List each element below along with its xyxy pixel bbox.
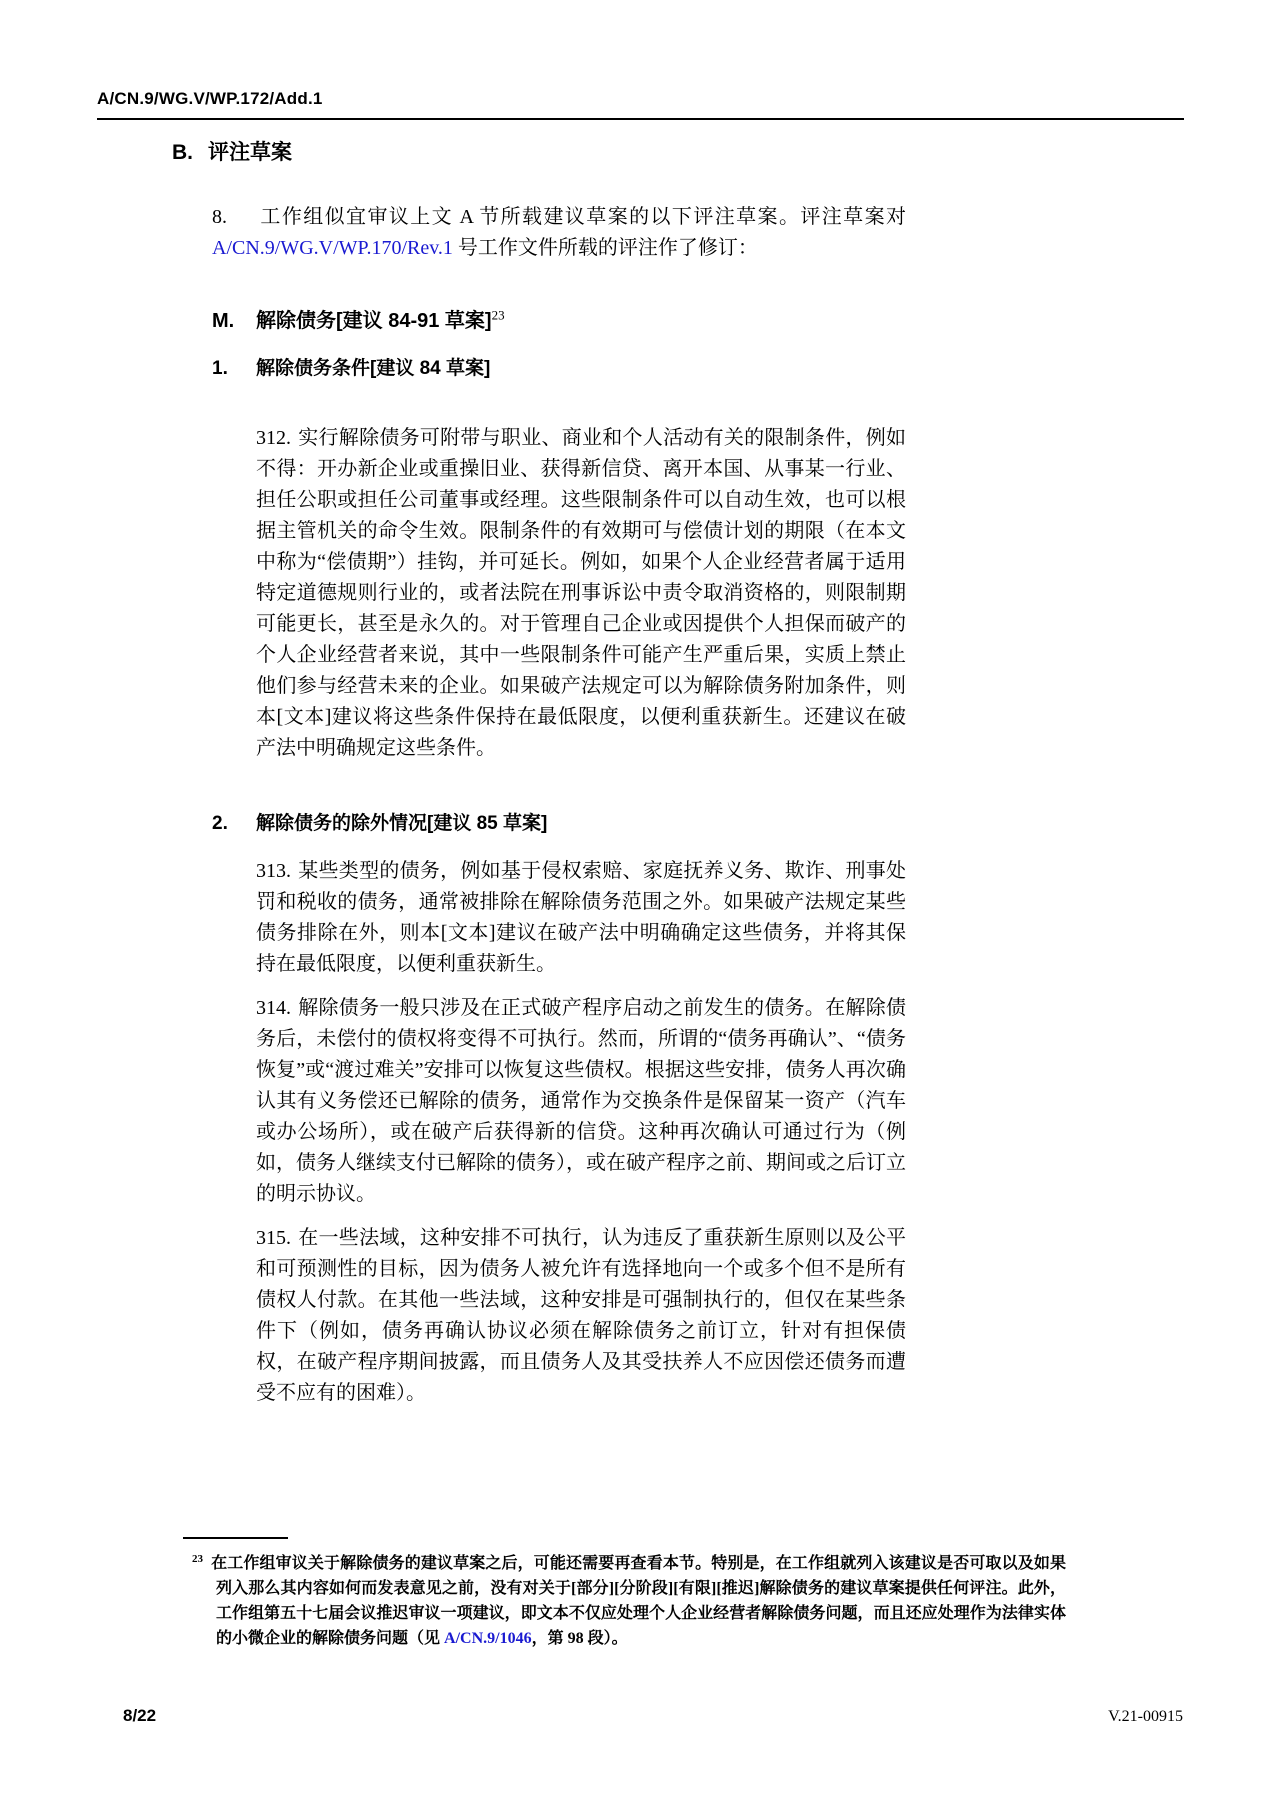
- footnote-23: [192, 1551, 1066, 1651]
- paragraph-text: 在一些法域，这种安排不可执行，认为违反了重获新生原则以及公平和可预测性的目标，因为债务人被允许有选择地向一个或多个但不是所有债权人付款。在其他一些法域，这种安排是可强制执行的，但仅在某些条件下（例如，债务再确认协议必须在解除债务之前订立，针对有担保债权，在破产程序期间披露，而且债务人及其受扶养人不应因偿还债务而遭受不应有的困难）。: [256, 1227, 906, 1404]
- subsection-heading-2: [212, 811, 1184, 836]
- section-heading-b: [172, 140, 1184, 166]
- subsection-title: 解除债务的除外情况[建议 85 草案]: [256, 813, 548, 834]
- document-symbol: A/CN.9/WG.V/WP.172/Add.1: [97, 89, 323, 108]
- page-header: [97, 0, 1184, 120]
- paragraph-number: 313.: [256, 860, 291, 882]
- header-rule: [97, 118, 1184, 120]
- page-number: 8/22: [123, 1706, 157, 1725]
- subsection-number: 1.: [212, 358, 228, 379]
- footnote-separator: [183, 1537, 288, 1539]
- paragraph-number: 8.: [212, 206, 227, 228]
- paragraph-313: [256, 856, 906, 980]
- section-letter: B.: [172, 141, 193, 164]
- paragraph-text: 实行解除债务可附带与职业、商业和个人活动有关的限制条件，例如不得：开办新企业或重操旧业、获得新信贷、离开本国、从事某一行业、担任公职或担任公司董事或经理。这些限制条件可以自动生效，也可以根据主管机关的命令生效。限制条件的有效期可与偿债计划的期限（在本文中称为“偿债期”）挂钩，并可延长。例如，如果个人企业经营者属于适用特定道德规则行业的，或者法院在刑事诉讼中责令取消资格的，则限制期可能更长，甚至是永久的。对于管理自己企业或因提供个人担保而破产的个人企业经营者来说，其中一些限制条件可能产生严重后果，实质上禁止他们参与经营未来的企业。如果破产法规定可以为解除债务附加条件，则本[文本]建议将这些条件保持在最低限度，以便利重获新生。还建议在破产法中明确规定这些条件。: [256, 427, 906, 759]
- paragraph-number: 314.: [256, 997, 291, 1019]
- paragraph-8: [212, 202, 906, 264]
- paragraph-text: 某些类型的债务，例如基于侵权索赔、家庭抚养义务、欺诈、刑事处罚和税收的债务，通常被排除在解除债务范围之外。如果破产法规定某些债务排除在外，则本[文本]建议在破产法中明确确定这些债务，并将其保持在最低限度，以便利重获新生。: [256, 860, 906, 975]
- paragraph-314: [256, 993, 906, 1210]
- section-title-wrap: [256, 308, 505, 334]
- doc-job-number: V.21-00915: [1108, 1708, 1183, 1725]
- paragraph-number: 315.: [256, 1227, 291, 1249]
- subsection-number: 2.: [212, 813, 228, 834]
- section-letter: M.: [212, 310, 235, 332]
- subsection-heading-1: [212, 356, 1184, 381]
- paragraph-number: 312.: [256, 427, 291, 449]
- doc-link-acn9-1046[interactable]: A/CN.9/1046: [444, 1630, 532, 1647]
- paragraph-text: 解除债务一般只涉及在正式破产程序启动之前发生的债务。在解除债务后，未偿付的债权将变得不可执行。然而，所谓的“债务再确认”、“债务恢复”或“渡过难关”安排可以恢复这些债权。根据这些安排，债务人再次确认其有义务偿还已解除的债务，通常作为交换条件是保留某一资产（汽车或办公场所），或在破产后获得新的信贷。这种再次确认可通过行为（例如，债务人继续支付已解除的债务），或在破产程序之前、期间或之后订立的明示协议。: [256, 997, 906, 1205]
- section-title: 解除债务[建议 84-91 草案]: [256, 310, 492, 332]
- doc-link-wp170-rev1[interactable]: A/CN.9/WG.V/WP.170/Rev.1: [212, 237, 453, 259]
- paragraph-312: [256, 423, 906, 764]
- footnote-ref-superscript: 23: [491, 307, 505, 323]
- footnote-text: 在工作组审议关于解除债务的建议草案之后，可能还需要再查看本节。特别是，在工作组就列入该建议是否可取以及如果列入那么其内容如何而发表意见之前，没有对关于[部分][分阶段][有限][推迟]解除债务的建议草案提供任何评注。此外，工作组第五十七届会议推迟审议一项建议，即文本不仅应处理个人企业经营者解除债务问题，而且还应处理作为法律实体的小微企业的解除债务问题（见: [211, 1555, 1066, 1647]
- section-title: 评注草案: [208, 141, 292, 164]
- footnote-text: ，第 98 段）。: [531, 1630, 628, 1647]
- page-footer: [123, 1706, 1183, 1726]
- footnote-marker: 23: [192, 1552, 203, 1565]
- paragraph-text: 号工作文件所载的评注作了修订：: [452, 237, 758, 259]
- subsection-title: 解除债务条件[建议 84 草案]: [256, 358, 491, 379]
- section-heading-m: [212, 308, 1184, 334]
- paragraph-315: [256, 1223, 906, 1409]
- paragraph-text: 工作组似宜审议上文 A 节所载建议草案的以下评注草案。评注草案对: [259, 206, 906, 228]
